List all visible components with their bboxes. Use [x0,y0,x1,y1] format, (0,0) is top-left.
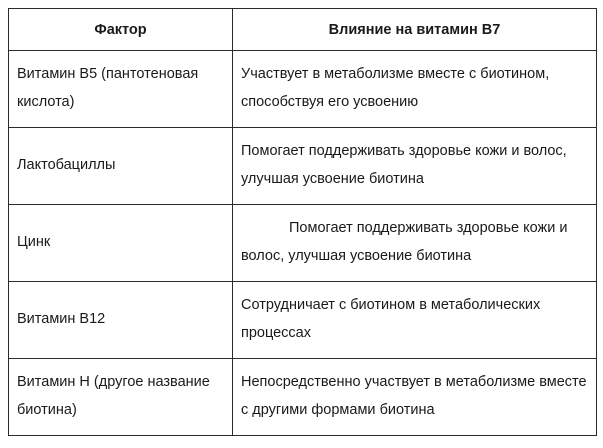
table-row [9,128,597,205]
table-row [9,359,597,436]
effect-cell: Помогает поддерживать здоровье кожи и волос, улучшая усвоение биотина [233,205,597,282]
factor-cell: Витамин B12 [9,282,233,359]
header-row [9,9,597,51]
effect-cell: Помогает поддерживать здоровье кожи и волос, улучшая усвоение биотина [233,128,597,205]
factor-cell: Лактобациллы [9,128,233,205]
table-header [9,9,597,51]
factor-cell: Витамин B5 (пантотеновая кислота) [9,51,233,128]
table-row [9,51,597,128]
header-factor: Фактор [9,9,233,51]
effect-cell: Участвует в метаболизме вместе с биотином, способствуя его усвоению [233,51,597,128]
table-body [9,51,597,436]
factor-cell: Цинк [9,205,233,282]
table-row [9,205,597,282]
factor-cell: Витамин H (другое название биотина) [9,359,233,436]
effect-cell: Сотрудничает с биотином в метаболических процессах [233,282,597,359]
table-row [9,282,597,359]
factors-table [8,8,597,436]
effect-cell: Непосредственно участвует в метаболизме вместе с другими формами биотина [233,359,597,436]
header-effect: Влияние на витамин В7 [233,9,597,51]
